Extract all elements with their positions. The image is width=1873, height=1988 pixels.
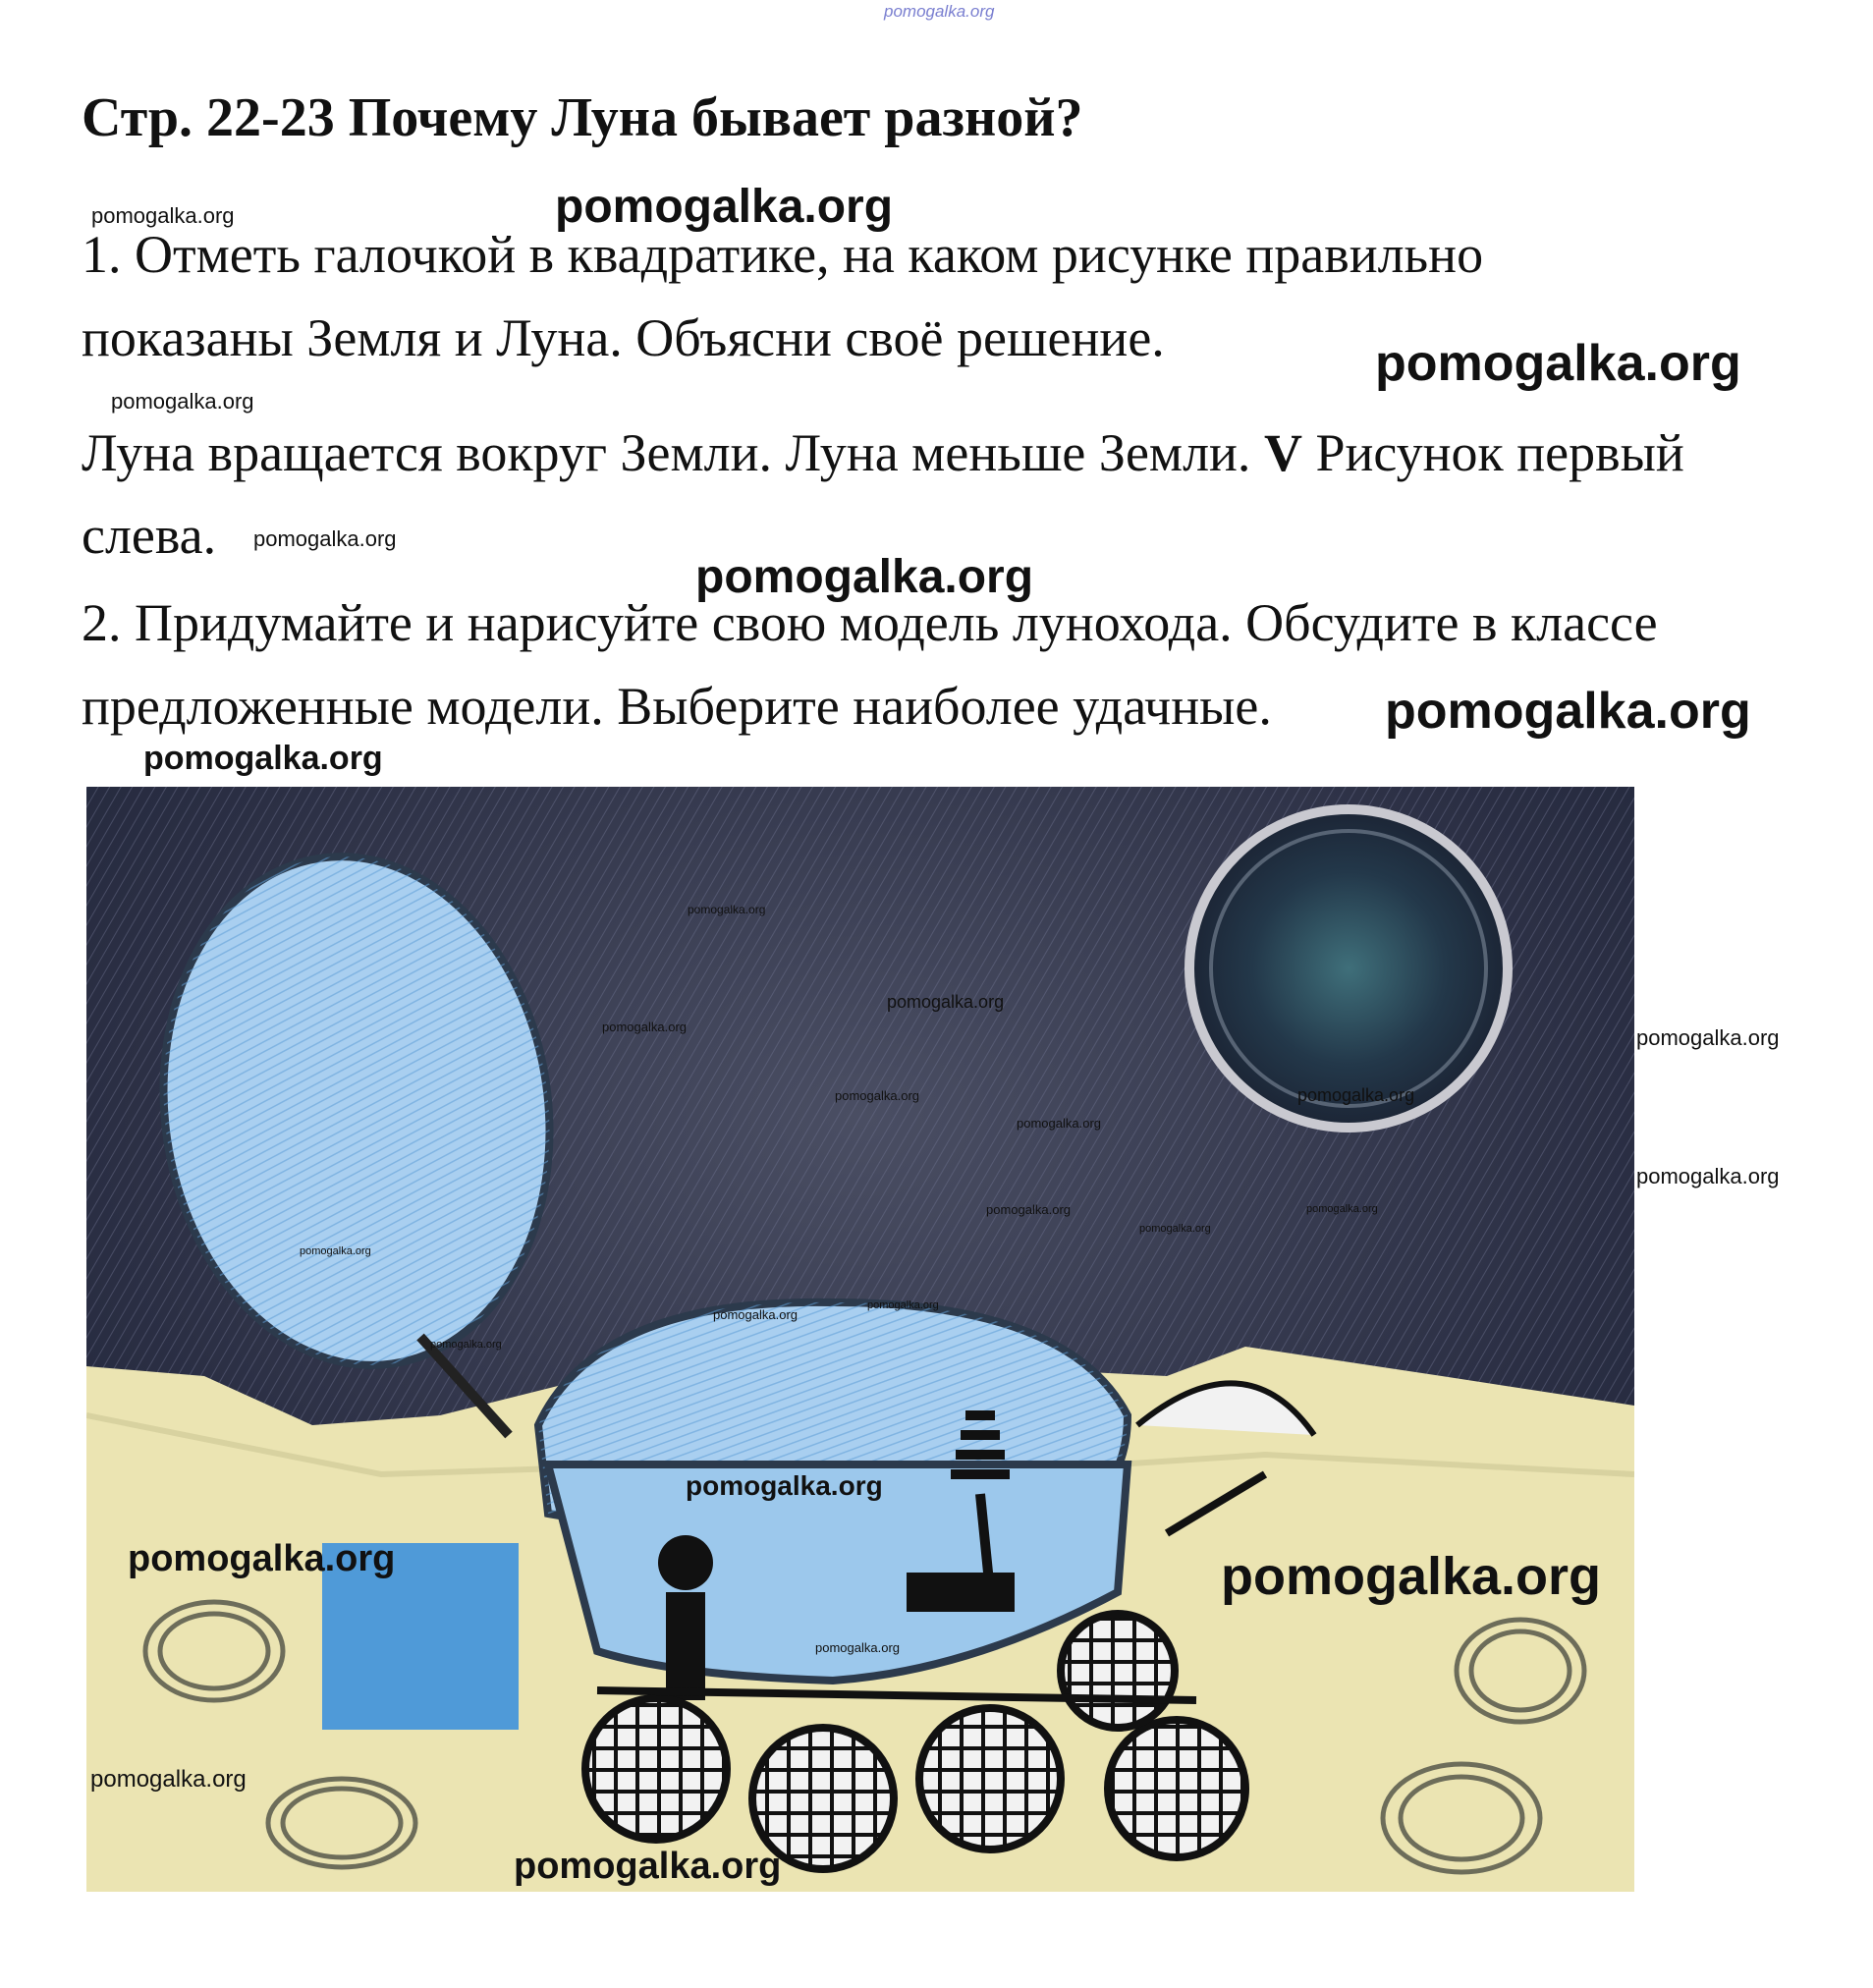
watermark: pomogalka.org — [111, 389, 254, 414]
watermark: pomogalka.org — [1297, 1085, 1415, 1105]
watermark: pomogalka.org — [688, 903, 766, 916]
watermark: pomogalka.org — [1636, 1164, 1780, 1188]
answer-text-b: Рисунок первый — [1315, 423, 1684, 482]
watermark: pomogalka.org — [695, 551, 1034, 603]
watermark: pomogalka.org — [300, 1245, 371, 1257]
watermark: pomogalka.org — [128, 1538, 396, 1579]
watermark: pomogalka.org — [835, 1088, 919, 1103]
watermark: pomogalka.org — [90, 1766, 247, 1793]
watermark: pomogalka.org — [867, 1299, 939, 1311]
task1-line2: показаны Земля и Луна. Объясни своё решение. — [82, 308, 1165, 367]
watermark: pomogalka.org — [1306, 1203, 1378, 1215]
watermark: pomogalka.org — [514, 1846, 782, 1887]
watermark: pomogalka.org — [602, 1020, 687, 1034]
watermark: pomogalka.org — [430, 1339, 502, 1351]
answer-text-a: Луна вращается вокруг Земли. Луна меньше Земли. — [82, 423, 1251, 482]
watermark: pomogalka.org — [1375, 335, 1741, 392]
task1-answer-line2: слева. — [82, 506, 217, 565]
watermark: pomogalka.org — [253, 526, 397, 551]
watermark: pomogalka.org — [1385, 683, 1751, 740]
watermark: pomogalka.org — [713, 1307, 798, 1322]
task2-line1: 2. Придумайте и нарисуйте свою модель лунохода. Обсудите в классе — [82, 593, 1658, 652]
watermark: pomogalka.org — [1139, 1223, 1211, 1235]
watermark: pomogalka.org — [1636, 1025, 1780, 1050]
watermark: pomogalka.org — [686, 1470, 883, 1501]
lunar-rover-drawing — [86, 787, 1634, 1892]
header-watermark: pomogalka.org — [884, 2, 995, 21]
watermark: pomogalka.org — [1017, 1116, 1101, 1131]
watermark: pomogalka.org — [986, 1202, 1071, 1217]
watermark: pomogalka.org — [1221, 1547, 1602, 1606]
page-title: Стр. 22-23 Почему Луна бывает разной? — [82, 87, 1083, 148]
task2-line2: предложенные модели. Выберите наиболее удачные. — [82, 677, 1272, 736]
watermark: pomogalka.org — [815, 1640, 900, 1655]
task1-line1: 1. Отметь галочкой в квадратике, на каком рисунке правильно — [82, 225, 1484, 284]
watermark: pomogalka.org — [887, 992, 1005, 1012]
watermark: pomogalka.org — [91, 203, 235, 228]
watermark: pomogalka.org — [143, 740, 383, 777]
check-mark: V — [1263, 423, 1302, 482]
watermark: pomogalka.org — [555, 181, 894, 233]
task1-answer-line1 — [82, 422, 1684, 483]
